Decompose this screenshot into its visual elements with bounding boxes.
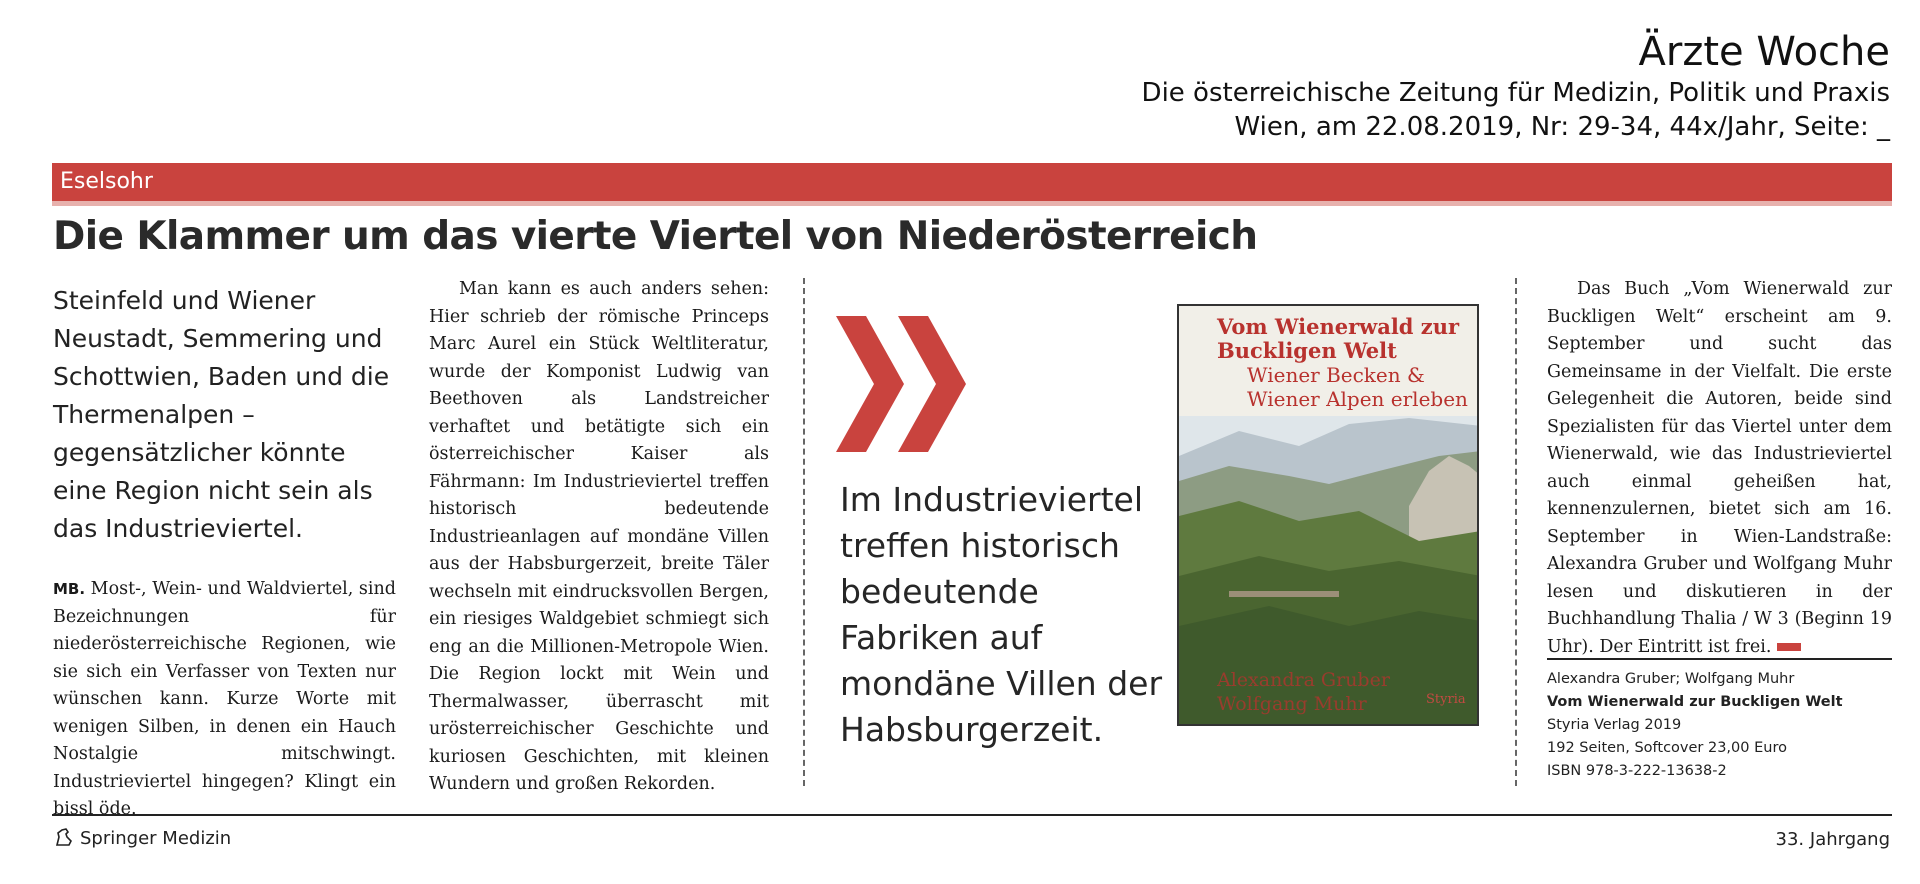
- publication-subtitle: Die österreichische Zeitung für Medizin, Politik und Praxis: [1141, 78, 1890, 108]
- quote-mark-icon: [836, 316, 976, 452]
- book-info-box: [1547, 658, 1892, 783]
- footer-logo: [54, 827, 231, 849]
- masthead: [1142, 28, 1890, 144]
- section-bar: Eselsohr: [52, 163, 1892, 201]
- pull-quote: Im Industrieviertel treffen historisch bedeutende Fabriken auf mondäne Villen der Habsburgerzeit.: [840, 480, 1163, 749]
- article-headline: Die Klammer um das vierte Viertel von Niederösterreich: [53, 214, 1258, 259]
- book-title: Vom Wienerwald zur Buckligen Welt: [1547, 694, 1843, 710]
- cover-title: Vom Wienerwald zur Buckligen Welt: [1217, 314, 1460, 363]
- book-isbn: ISBN 978-3-222-13638-2: [1547, 763, 1727, 779]
- springer-horse-icon: [54, 827, 74, 847]
- column-divider: [1515, 278, 1517, 786]
- body-text-4: Das Buch „Vom Wienerwald zur Buckligen Welt“ erscheint am 9. September und sucht das Gemeinsame in der Vielfalt. Die erste Gelegenheit die Autoren, beide sind Spezialisten für das Viertel unter dem Wienerwald, wie das Industrieviertel auch einmal geheißen hat, kennenzulernen, bietet sich am 16. September in Wien-Landstraße: Alexandra Gruber und Wolfgang Muhr lesen und diskutieren in der Buchhandlung Thalia / W 3 (Beginn 19 Uhr). Der Eintritt ist frei.: [1547, 279, 1892, 657]
- body-column-4: [1547, 276, 1892, 661]
- body-column-1: [53, 576, 396, 824]
- end-mark: [1777, 643, 1801, 651]
- book-cover: [1177, 304, 1479, 726]
- body-column-2: [429, 276, 769, 799]
- article-lead: Steinfeld und Wiener Neustadt, Semmering und Schottwien, Baden und die Thermenalpen – gegensätzlicher könnte eine Region nicht sein als das Industrieviertel.: [53, 286, 390, 543]
- volume-label: 33. Jahrgang: [1775, 829, 1890, 850]
- issue-meta: Wien, am 22.08.2019, Nr: 29-34, 44x/Jahr, Seite: _: [1234, 112, 1890, 142]
- column-divider: [803, 278, 805, 786]
- cover-authors: Alexandra Gruber Wolfgang Muhr: [1217, 669, 1390, 715]
- book-authors: Alexandra Gruber; Wolfgang Muhr: [1547, 671, 1795, 687]
- footer-brand: Springer: [80, 828, 157, 849]
- footer-rule: [52, 814, 1892, 816]
- cover-publisher: Styria: [1426, 692, 1466, 707]
- body-text-2: Man kann es auch anders sehen: Hier schrieb der römische Princeps Marc Aurel ein Stück Weltliteratur, wurde der Komponist Ludwig van Beethoven als Landstreicher verhaftet und betätigte sich ein österreichischer Kaiser als Fährmann: Im Industrieviertel treffen historisch bedeutende Industrieanlagen auf mondäne Villen aus der Habsburgerzeit, breite Täler wechseln mit eindrucksvollen Bergen, ein riesiges Waldgebiet schmiegt sich eng an die Millionen-Metropole Wien. Die Region lockt mit Wein und Thermalwasser, überrascht mit urösterreichischer Geschichte und kuriosen Geschichten, mit kleinen Wundern und großen Rekorden.: [429, 279, 769, 794]
- book-details: 192 Seiten, Softcover 23,00 Euro: [1547, 740, 1787, 756]
- footer-brand-suffix: Medizin: [162, 828, 232, 849]
- book-publisher: Styria Verlag 2019: [1547, 717, 1682, 733]
- author-initials: MB.: [53, 580, 86, 598]
- cover-subtitle: Wiener Becken & Wiener Alpen erleben: [1247, 363, 1468, 411]
- publication-name: Ärzte Woche: [1638, 29, 1890, 75]
- body-text-1: Most-, Wein- und Waldviertel, sind Bezeichnungen für niederösterreichische Regionen, wie sie sich ein Verfasser von Texten nur wünschen kann. Kurze Worte mit wenigen Silben, in denen ein Hauch Nostalgie mitschwingt. Industrieviertel hingegen? Klingt ein bissl öde.: [53, 579, 396, 819]
